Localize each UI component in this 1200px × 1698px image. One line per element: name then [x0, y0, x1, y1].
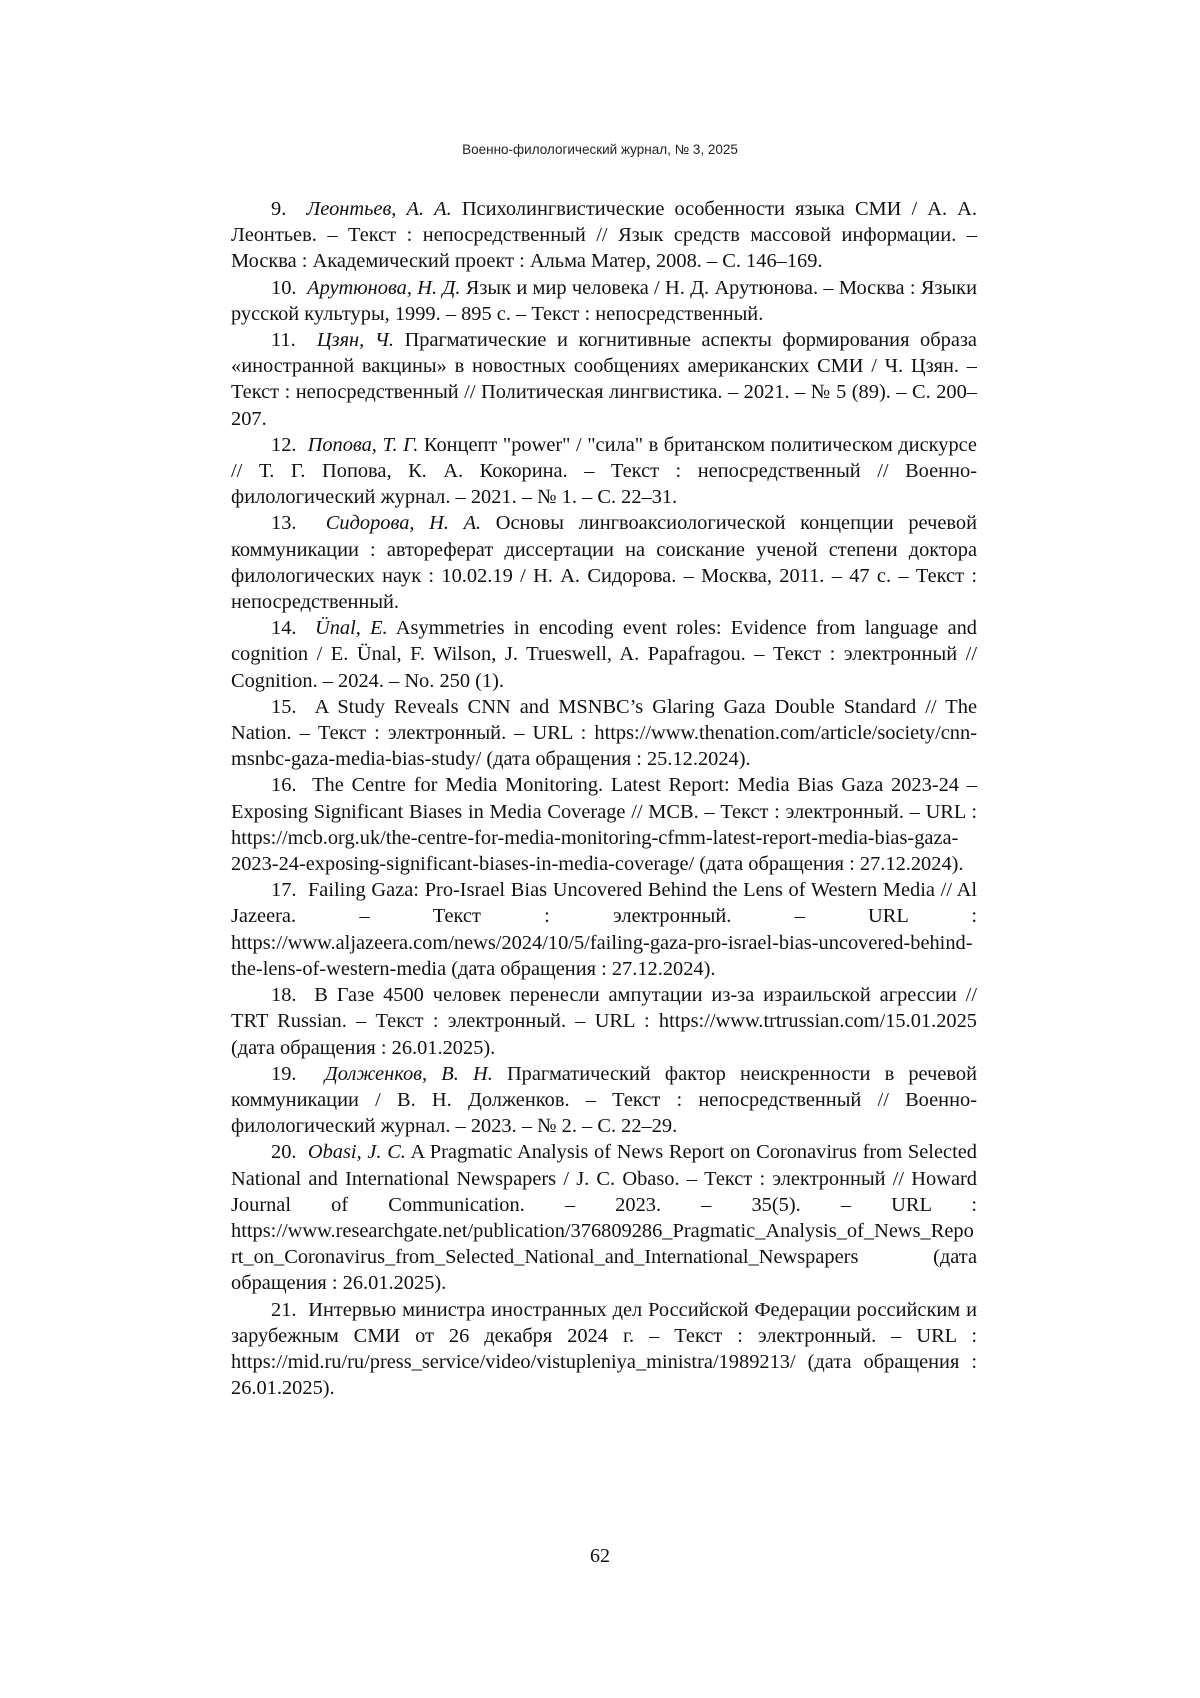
reference-number: 13. — [271, 512, 297, 535]
reference-number: 18. — [271, 984, 297, 1007]
reference-author: Арутюнова, Н. Д. — [307, 276, 461, 299]
running-header: Военно-филологический журнал, № 3, 2025 — [462, 142, 738, 157]
reference-number: 10. — [271, 276, 297, 299]
reference-item — [231, 1139, 977, 1296]
reference-text: В Газе 4500 человек перенесли ампутации из-за израильской агрессии // TRT Russian. – Текст : электронный. – URL : https://www.trtrussian.com/15.01.2025 (дата обращения : 26.01.2025). — [231, 984, 977, 1059]
reference-text: Интервью министра иностранных дел Российской Федерации российским и зарубежным СМИ от 26 декабря 2024 г. – Текст : электронный. – URL : https://mid.ru/ru/press_service/video/vistupleniya_ministra/1989213/ (дата обращения : 26.01.2025). — [231, 1298, 977, 1400]
reference-number: 19. — [271, 1062, 297, 1085]
reference-author: Цзян, Ч. — [316, 329, 394, 352]
reference-text: A Pragmatic Analysis of News Report on Coronavirus from Selected National and International Newspapers / J. C. Obaso. – Текст : электронный // Howard Journal of Communication. – 2023. – 35(5). – URL : https://www.researchgate.net/publication/376809286_Pragmatic_Analysis_of_News_Report_on_Coronavirus_from_Selected_National_and_International_Newspapers (дата обращения : 26.01.2025). — [231, 1141, 977, 1295]
reference-item — [231, 772, 977, 877]
reference-author: Ünal, E. — [314, 617, 388, 640]
reference-item — [231, 510, 977, 615]
reference-text: Концепт "power" / "сила" в британском политическом дискурсе // Т. Г. Попова, К. А. Кокорина. – Текст : непосредственный // Военно-филологический журнал. – 2021. – № 1. – С. 22–31. — [231, 433, 977, 509]
reference-text: Язык и мир человека / Н. Д. Арутюнова. – Москва : Языки русской культуры, 1999. – 895 с. – Текст : непосредственный. — [231, 276, 977, 325]
reference-number: 15. — [271, 695, 297, 718]
reference-item — [231, 327, 977, 432]
reference-number: 14. — [271, 617, 297, 640]
reference-item — [231, 694, 977, 773]
reference-text: The Centre for Media Monitoring. Latest Report: Media Bias Gaza 2023-24 – Exposing Significant Biases in Media Coverage // MCB. – Текст : электронный. – URL : https://mcb.org.uk/the-centre-for-media-monitoring-cfmm-latest-report-media-bias-gaza-2023-24-exposing-significant-biases-in-media-coverage/ (дата обращения : 27.12.2024). — [231, 774, 977, 876]
reference-number: 11. — [271, 329, 296, 352]
reference-author: Леонтьев, А. А. — [306, 198, 452, 220]
reference-text: Asymmetries in encoding event roles: Evidence from language and cognition / E. Ünal, F. Wilson, J. Trueswell, A. Papafragou. – Текст : электронный // Cognition. – 2024. – No. 250 (1). — [231, 617, 978, 692]
reference-text: Основы лингвоаксиологической концепции речевой коммуникации : автореферат диссертации на соискание ученой степени доктора филологических наук : 10.02.19 / Н. А. Сидорова. – Москва, 2011. – 47 с. – Текст : непосредственный. — [231, 512, 977, 614]
reference-author: Долженков, В. Н. — [324, 1062, 493, 1085]
reference-item — [231, 1297, 977, 1402]
reference-text: Психолингвистические особенности языка СМИ / А. А. Леонтьев. – Текст : непосредственный // Язык средств массовой информации. – Москва : Академический проект : Альма Матер, 2008. – С. 146–169. — [231, 198, 978, 273]
reference-author: Сидорова, Н. А. — [325, 512, 482, 535]
reference-number: 16. — [271, 774, 297, 797]
reference-author: Obasi, J. C. — [307, 1141, 406, 1164]
reference-item — [231, 615, 977, 694]
reference-number: 20. — [271, 1141, 297, 1164]
reference-item — [231, 982, 977, 1061]
page-number: 62 — [590, 1545, 610, 1567]
reference-number: 12. — [271, 433, 297, 456]
reference-number: 9. — [271, 198, 287, 220]
reference-item — [231, 432, 977, 511]
reference-item — [231, 1061, 977, 1140]
reference-list — [231, 196, 977, 1401]
reference-item — [231, 877, 977, 982]
reference-text: A Study Reveals CNN and MSNBC’s Glaring Gaza Double Standard // The Nation. – Текст : электронный. – URL : https://www.thenation.com/article/society/cnn-msnbc-gaza-media-bias-study/ (дата обращения : 25.12.2024). — [231, 695, 978, 771]
reference-number: 17. — [271, 879, 297, 902]
reference-author: Попова, Т. Г. — [307, 433, 419, 456]
reference-text: Failing Gaza: Pro-Israel Bias Uncovered Behind the Lens of Western Media // Al Jazeera. – Текст : электронный. – URL : https://www.aljazeera.com/news/2024/10/5/failing-gaza-pro-israel-bias-uncovered-behind-the-lens-of-western-media (дата обращения : 27.12.2024). — [231, 879, 977, 980]
reference-text: Прагматический фактор неискренности в речевой коммуникации / В. Н. Долженков. – Текст : непосредственный // Военно-филологический журнал. – 2023. – № 2. – С. 22–29. — [231, 1062, 977, 1138]
reference-number: 21. — [271, 1298, 297, 1321]
reference-text: Прагматические и когнитивные аспекты формирования образа «иностранной вакцины» в новостных сообщениях американских СМИ / Ч. Цзян. –Текст : непосредственный // Политическая лингвистика. – 2021. – № 5 (89). – С. 200–207. — [231, 329, 977, 430]
reference-item — [231, 196, 977, 275]
reference-item — [231, 275, 977, 327]
